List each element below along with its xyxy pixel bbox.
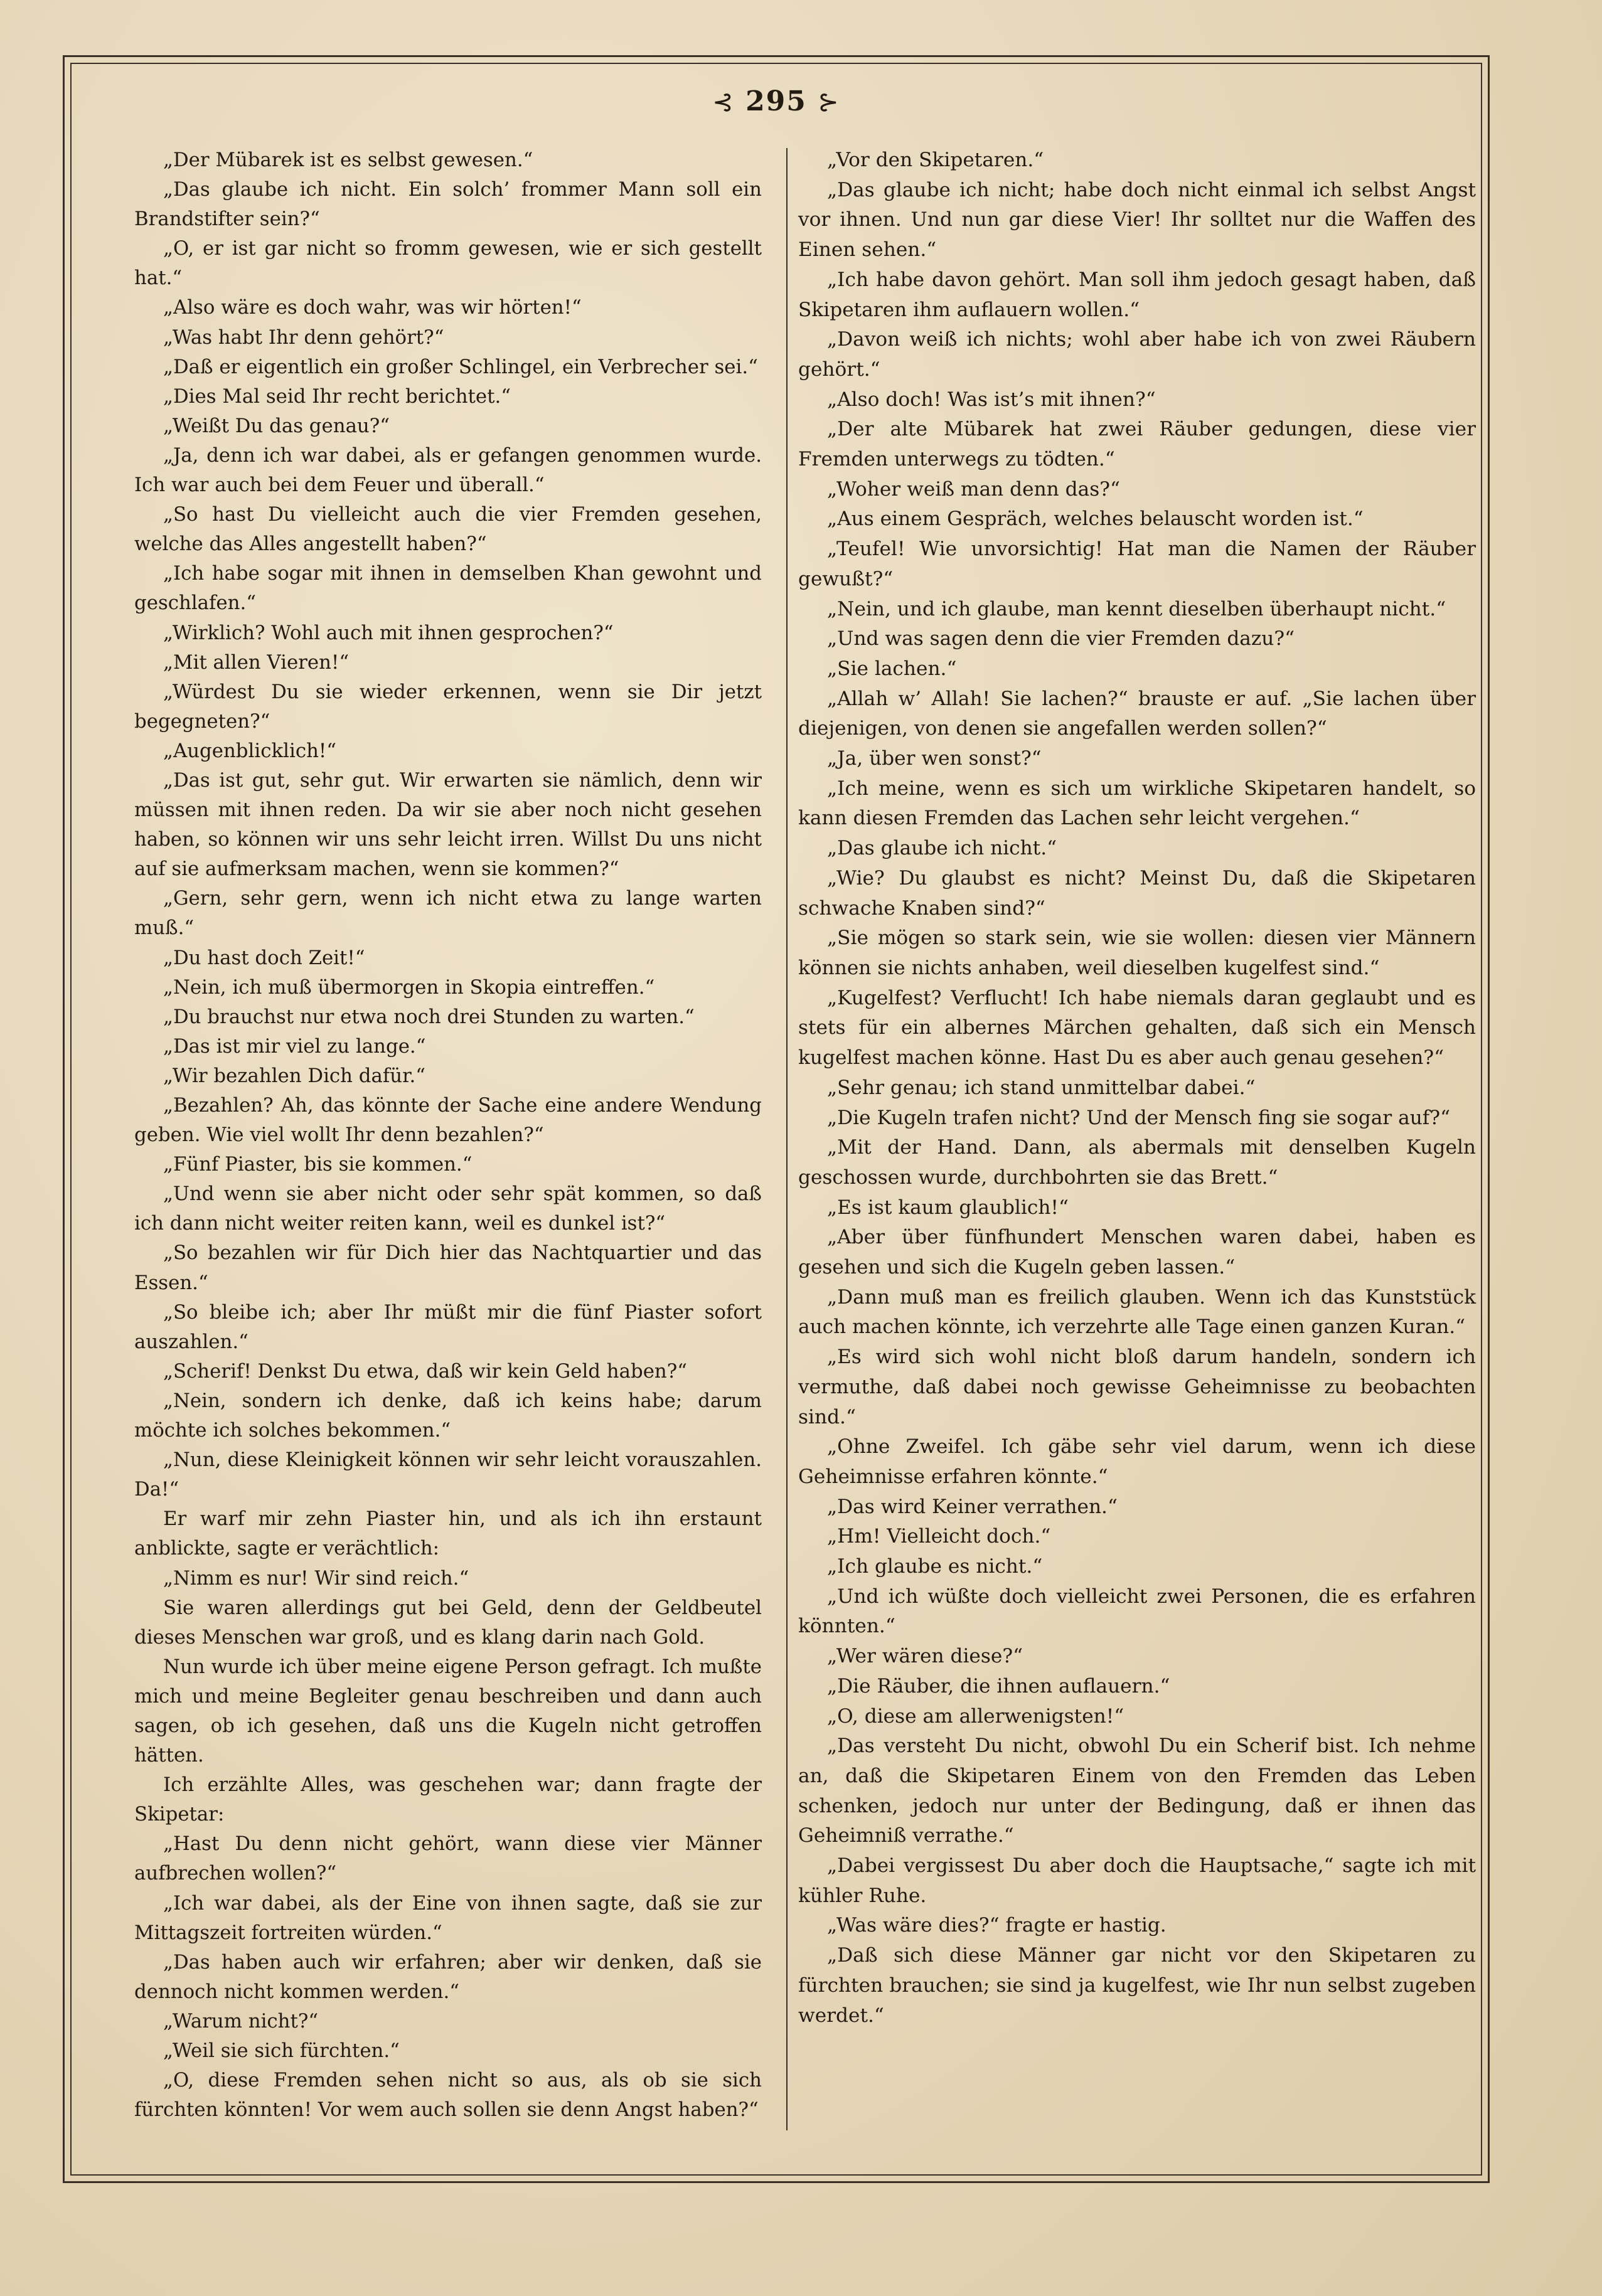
paragraph: „Mit allen Vieren!“ — [163, 651, 350, 674]
paragraph: „Ohne Zweifel. Ich gäbe sehr viel darum, wenn ich diese Geheimnisse erfahren könnte.“ — [798, 1435, 1476, 1488]
paragraph: „Ja, denn ich war dabei, als er gefangen genommen wurde. Ich war auch bei dem Feuer und überall.“ — [134, 444, 762, 497]
paragraph: „Das wird Keiner verrathen.“ — [827, 1495, 1118, 1518]
paragraph: „Es ist kaum glaublich!“ — [827, 1196, 1069, 1219]
paragraph: „Wirklich? Wohl auch mit ihnen gesprochen?“ — [163, 621, 614, 644]
left-ornament-icon: ⊰ — [712, 88, 735, 117]
paragraph: „Mit der Hand. Dann, als abermals mit denselben Kugeln geschossen wurde, durchbohrten sie das Brett.“ — [798, 1136, 1476, 1189]
paragraph: „So bezahlen wir für Dich hier das Nachtquartier und das Essen.“ — [134, 1241, 762, 1294]
paragraph: „Wie? Du glaubst es nicht? Meinst Du, daß die Skipetaren schwache Knaben sind?“ — [798, 866, 1476, 920]
paragraph: „Dann muß man es freilich glauben. Wenn ich das Kunststück auch machen könnte, ich verzehrte alle Tage einen ganzen Kuran.“ — [798, 1285, 1476, 1339]
paragraph: „Der alte Mübarek hat zwei Räuber gedungen, diese vier Fremden unterwegs zu tödten.“ — [798, 418, 1476, 471]
paragraph: „Das glaube ich nicht.“ — [827, 837, 1057, 860]
paragraph: „Ich glaube es nicht.“ — [827, 1555, 1043, 1578]
paragraph: „Vor den Skipetaren.“ — [827, 149, 1044, 171]
paragraph: „Nein, und ich glaube, man kennt dieselben überhaupt nicht.“ — [827, 597, 1446, 620]
paragraph: „Das ist mir viel zu lange.“ — [163, 1034, 426, 1058]
paragraph: „Bezahlen? Ah, das könnte der Sache eine andere Wendung geben. Wie viel wollt Ihr denn bezahlen?“ — [134, 1094, 762, 1147]
paragraph: „Ja, über wen sonst?“ — [827, 747, 1042, 770]
paragraph: „Woher weiß man denn das?“ — [827, 477, 1120, 501]
left-column — [134, 146, 762, 2125]
paragraph: Er warf mir zehn Piaster hin, und als ich ihn erstaunt anblickte, sagte er verächtlich: — [134, 1507, 762, 1560]
paragraph: „Der Mübarek ist es selbst gewesen.“ — [163, 149, 533, 171]
paragraph: „Und was sagen denn die vier Fremden dazu?“ — [827, 627, 1295, 651]
paragraph: „Gern, sehr gern, wenn ich nicht etwa zu lange warten muß.“ — [134, 887, 762, 940]
paragraph: „Sie mögen so stark sein, wie sie wollen: diesen vier Männern können sie nichts anhaben, weil dieselben kugelfest sind.“ — [798, 927, 1476, 979]
paragraph: „Sehr genau; ich stand unmittelbar dabei.“ — [827, 1076, 1256, 1099]
paragraph: „Allah w’ Allah! Sie lachen?“ brauste er auf. „Sie lachen über diejenigen, von denen sie angefallen werden sollen?“ — [798, 687, 1476, 740]
paragraph: „Fünf Piaster, bis sie kommen.“ — [163, 1153, 473, 1176]
paragraph: „Nein, ich muß übermorgen in Skopia eintreffen.“ — [163, 975, 655, 999]
paragraph: „Dabei vergissest Du aber doch die Hauptsache,“ sagte ich mit kühler Ruhe. — [798, 1854, 1476, 1907]
paragraph: „Ich habe sogar mit ihnen in demselben Khan gewohnt und geschlafen.“ — [134, 562, 762, 615]
paragraph: „So hast Du vielleicht auch die vier Fremden gesehen, welche das Alles angestellt haben?“ — [134, 503, 762, 556]
paragraph: „Warum nicht?“ — [163, 2009, 319, 2033]
paragraph: „O, diese am allerwenigsten!“ — [827, 1704, 1124, 1728]
paragraph: „Augenblicklich!“ — [163, 739, 337, 762]
paragraph: „Und ich wüßte doch vielleicht zwei Personen, die es erfahren könnten.“ — [798, 1585, 1476, 1638]
paragraph: „Das glaube ich nicht. Ein solch’ frommer Mann soll ein Brandstifter sein?“ — [134, 178, 762, 231]
paragraph: „Also doch! Was ist’s mit ihnen?“ — [827, 388, 1156, 411]
paragraph: „Kugelfest? Verflucht! Ich habe niemals daran geglaubt und es stets für ein albernes Märchen gehalten, daß sich ein Mensch kugelfest machen könne. Hast Du es aber auch genau gesehen?“ — [798, 986, 1476, 1070]
right-ornament-icon: ⊱ — [818, 88, 840, 117]
paragraph: „Weißt Du das genau?“ — [163, 414, 390, 437]
paragraph: „Aber über fünfhundert Menschen waren dabei, haben es gesehen und sich die Kugeln geben lassen.“ — [798, 1226, 1476, 1279]
paragraph: „Ich war dabei, als der Eine von ihnen sagte, daß sie zur Mittagszeit fortreiten würden.“ — [134, 1891, 762, 1944]
paragraph: „Das ist gut, sehr gut. Wir erwarten sie nämlich, denn wir müssen mit ihnen reden. Da wir sie aber noch nicht gesehen haben, so können wir uns sehr leicht irren. Willst Du uns nicht auf sie aufmerksam machen, wenn sie kommen?“ — [134, 768, 762, 881]
right-column — [798, 146, 1476, 2031]
paragraph: „Wer wären diese?“ — [827, 1645, 1023, 1668]
page-number: 295 — [745, 85, 807, 117]
paragraph: „Es wird sich wohl nicht bloß darum handeln, sondern ich vermuthe, daß dabei noch gewisse Geheimnisse zu beobachten sind.“ — [798, 1346, 1476, 1428]
paragraph: „Was wäre dies?“ fragte er hastig. — [827, 1914, 1167, 1937]
paragraph: „Sie lachen.“ — [827, 657, 957, 680]
paragraph: „Ich meine, wenn es sich um wirkliche Skipetaren handelt, so kann diesen Fremden das Lachen sehr leicht vergehen.“ — [798, 777, 1476, 830]
paragraph: „Das glaube ich nicht; habe doch nicht einmal ich selbst Angst vor ihnen. Und nun gar diese Vier! Ihr solltet nur die Waffen des Einen sehen.“ — [798, 178, 1476, 262]
paragraph: Nun wurde ich über meine eigene Person gefragt. Ich mußte mich und meine Begleiter genau beschreiben und dann auch sagen, ob ich gesehen, daß uns die Kugeln nicht getroffen hätten. — [134, 1655, 762, 1767]
paragraph: „Was habt Ihr denn gehört?“ — [163, 326, 444, 349]
paragraph: „O, er ist gar nicht so fromm gewesen, wie er sich gestellt hat.“ — [134, 237, 762, 290]
paragraph: „Davon weiß ich nichts; wohl aber habe ich von zwei Räubern gehört.“ — [798, 328, 1476, 381]
paragraph: „Nimm es nur! Wir sind reich.“ — [163, 1566, 469, 1590]
paragraph: „Weil sie sich fürchten.“ — [163, 2039, 400, 2062]
paragraph: „Und wenn sie aber nicht oder sehr spät kommen, so daß ich dann nicht weiter reiten kann, weil es dunkel ist?“ — [134, 1183, 762, 1235]
paragraph: „Hast Du denn nicht gehört, wann diese vier Männer aufbrechen wollen?“ — [134, 1832, 762, 1885]
paragraph: „Daß er eigentlich ein großer Schlingel, ein Verbrecher sei.“ — [163, 355, 758, 378]
paragraph: „Hm! Vielleicht doch.“ — [827, 1525, 1051, 1548]
paragraph: „Nun, diese Kleinigkeit können wir sehr leicht vorauszahlen. Da!“ — [134, 1448, 762, 1501]
paragraph: „Das haben auch wir erfahren; aber wir denken, daß sie dennoch nicht kommen werden.“ — [134, 1950, 762, 2003]
paragraph: „Die Räuber, die ihnen auflauern.“ — [827, 1674, 1170, 1698]
paragraph: „So bleibe ich; aber Ihr müßt mir die fünf Piaster sofort auszahlen.“ — [134, 1300, 762, 1353]
paragraph: „Die Kugeln trafen nicht? Und der Mensch fing sie sogar auf?“ — [827, 1106, 1451, 1129]
paragraph: „Teufel! Wie unvorsichtig! Hat man die Namen der Räuber gewußt?“ — [798, 538, 1476, 590]
column-divider — [786, 148, 788, 2130]
paragraph: Ich erzählte Alles, was geschehen war; dann fragte der Skipetar: — [134, 1773, 762, 1826]
paragraph: „Du brauchst nur etwa noch drei Stunden zu warten.“ — [163, 1005, 695, 1028]
paragraph: „Scherif! Denkst Du etwa, daß wir kein Geld haben?“ — [163, 1359, 688, 1383]
paragraph: Sie waren allerdings gut bei Geld, denn der Geldbeutel dieses Menschen war groß, und es klang darin nach Gold. — [134, 1596, 762, 1649]
paragraph: „Nein, sondern ich denke, daß ich keins habe; darum möchte ich solches bekommen.“ — [134, 1389, 762, 1442]
paragraph: „Du hast doch Zeit!“ — [163, 946, 365, 969]
paragraph: „Wir bezahlen Dich dafür.“ — [163, 1064, 425, 1087]
paragraph: „Das versteht Du nicht, obwohl Du ein Scherif bist. Ich nehme an, daß die Skipetaren Einem von den Fremden das Leben schenken, jedoch nur unter der Bedingung, daß er ihnen das Geheimniß verrathe.“ — [798, 1735, 1476, 1847]
paragraph: „Dies Mal seid Ihr recht berichtet.“ — [163, 385, 511, 408]
paragraph: „Würdest Du sie wieder erkennen, wenn sie Dir jetzt begegneten?“ — [134, 680, 762, 733]
paragraph: „O, diese Fremden sehen nicht so aus, als ob sie sich fürchten könnten! Vor wem auch sollen sie denn Angst haben?“ — [134, 2069, 762, 2122]
paragraph: „Also wäre es doch wahr, was wir hörten!“ — [163, 296, 582, 319]
paragraph: „Ich habe davon gehört. Man soll ihm jedoch gesagt haben, daß Skipetaren ihm auflauern wollen.“ — [798, 268, 1476, 321]
page-header — [0, 85, 1552, 117]
paragraph: „Daß sich diese Männer gar nicht vor den Skipetaren zu fürchten brauchen; sie sind ja kugelfest, wie Ihr nun selbst zugeben werdet.“ — [798, 1944, 1476, 2027]
paragraph: „Aus einem Gespräch, welches belauscht worden ist.“ — [827, 508, 1364, 531]
